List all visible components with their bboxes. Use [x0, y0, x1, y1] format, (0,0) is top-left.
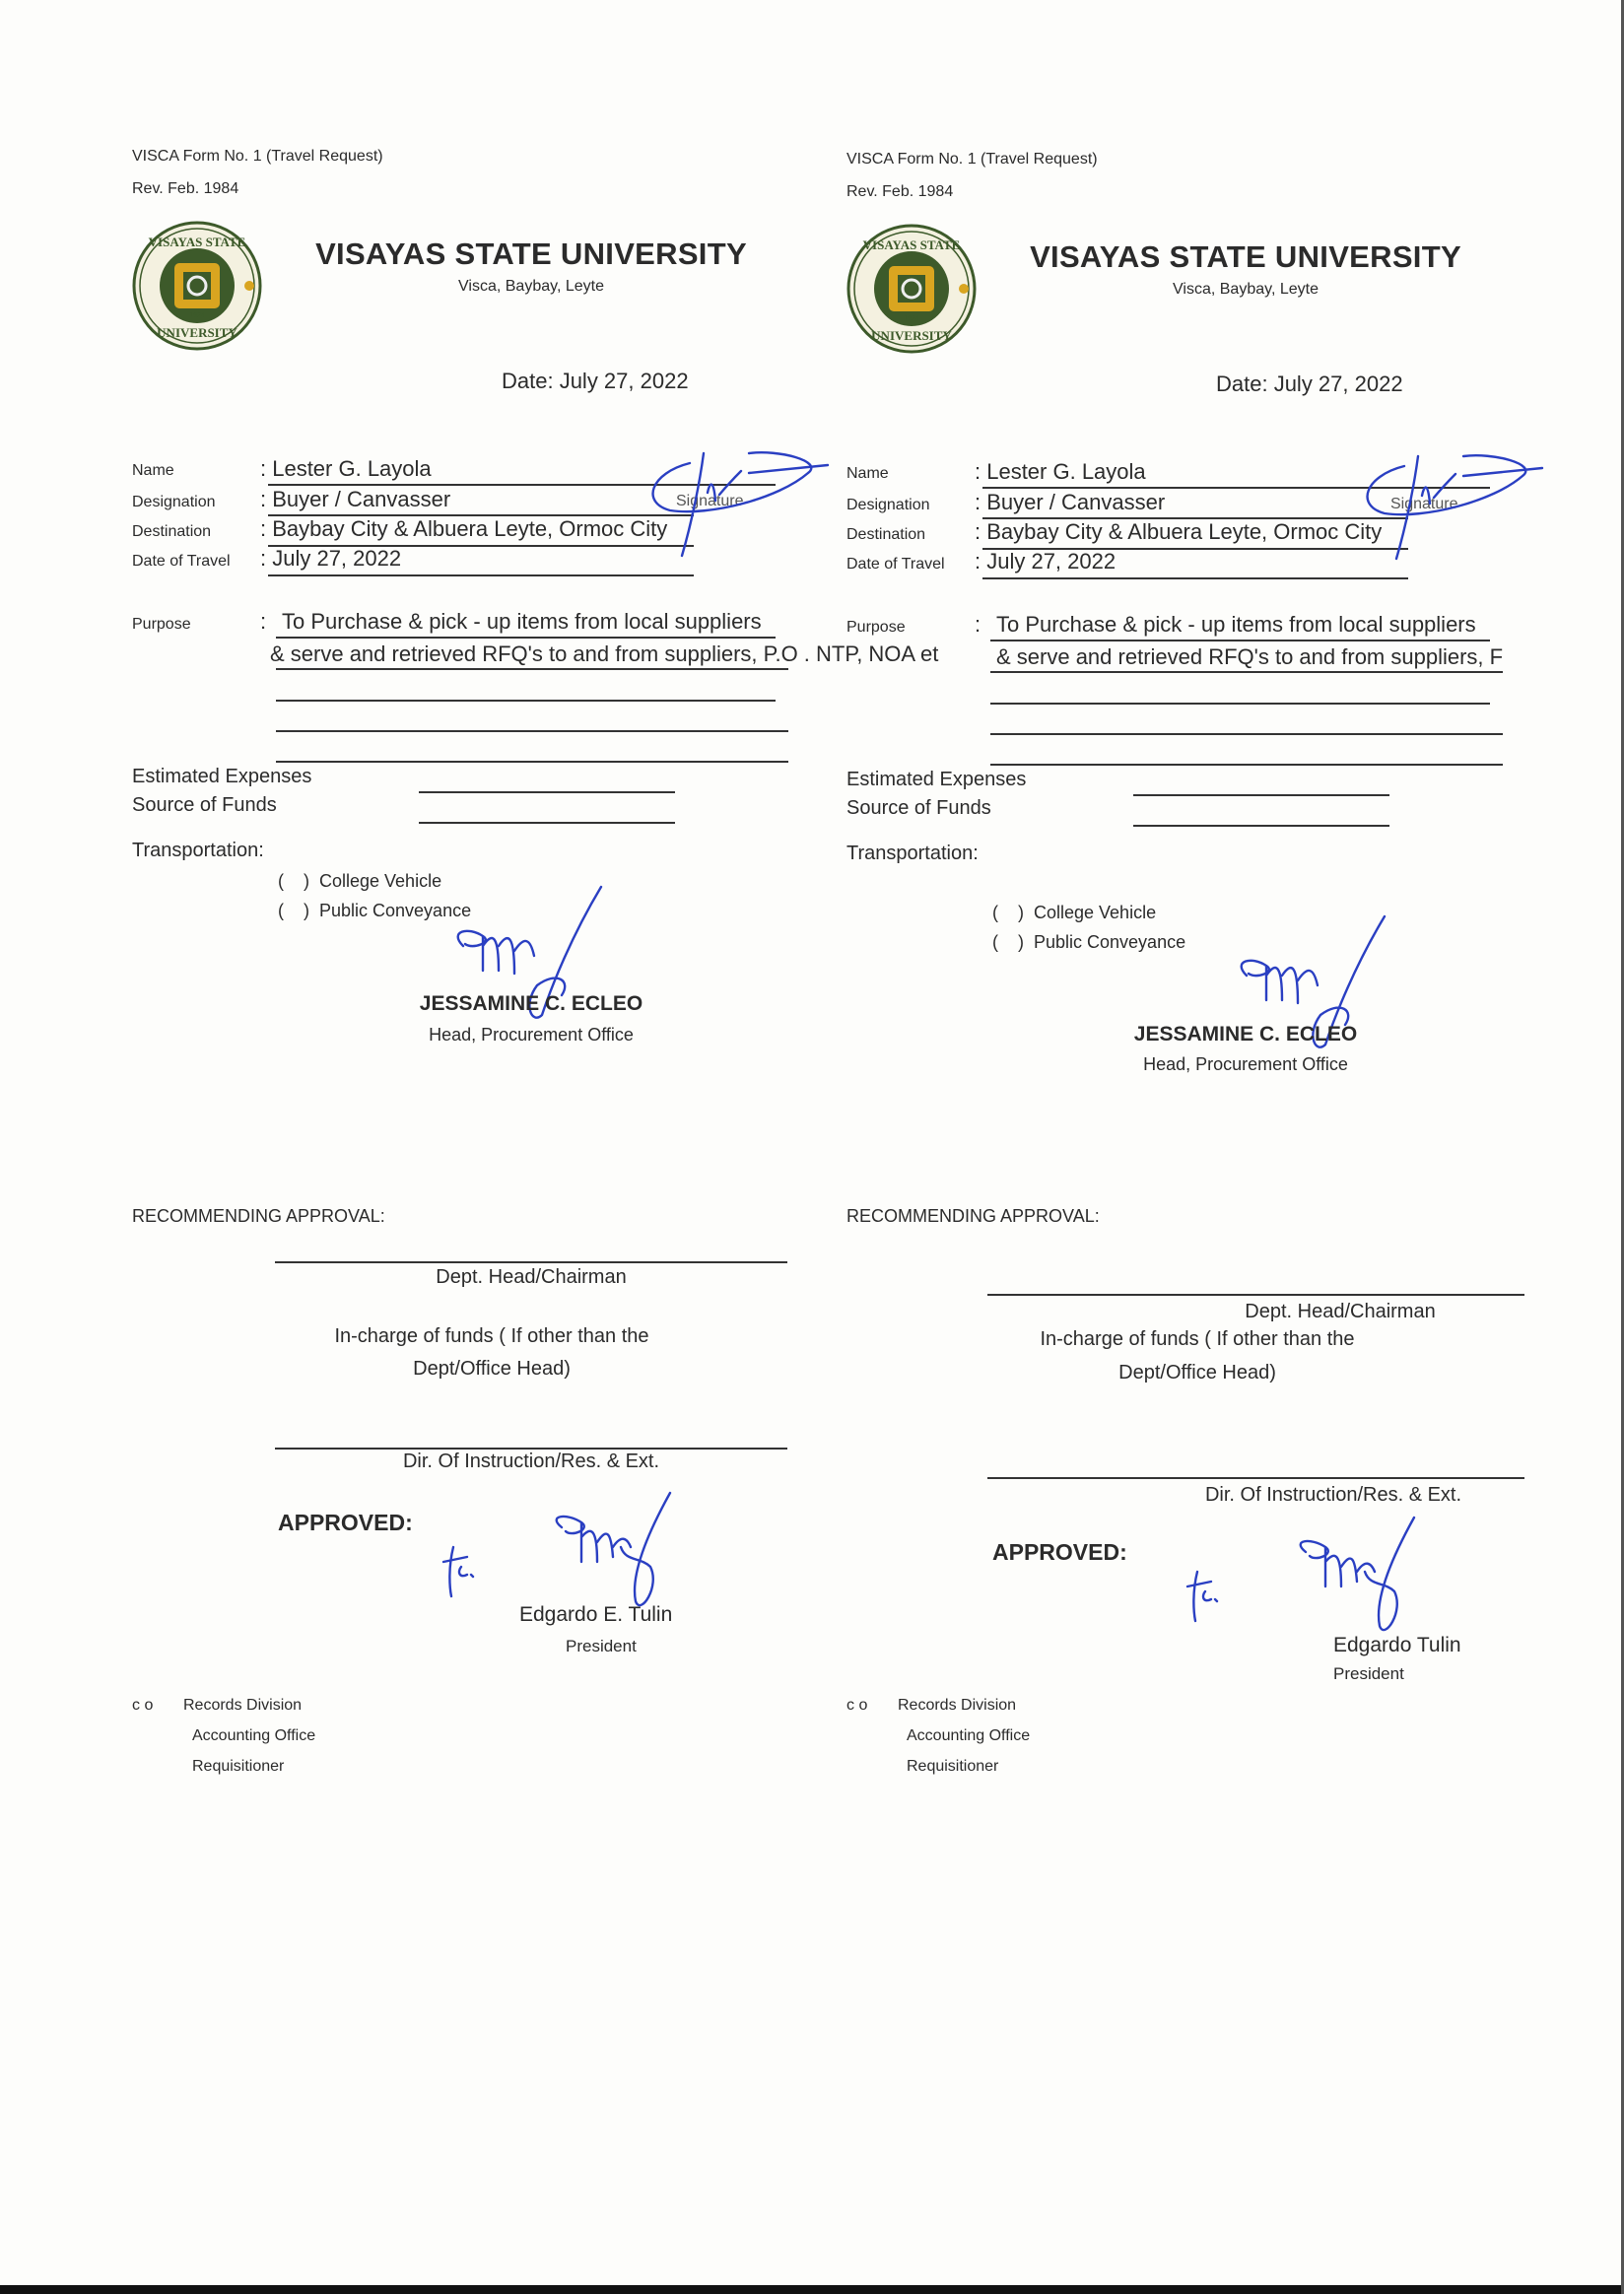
purpose-line-1: To Purchase & pick - up items from local suppliers — [282, 609, 762, 634]
form-number: VISCA Form No. 1 (Travel Request) — [132, 148, 383, 165]
purpose-line-2: & serve and retrieved RFQ's to and from suppliers, F — [996, 644, 1504, 669]
approved-label: APPROVED: — [992, 1539, 1127, 1565]
cc-records-division: Records Division — [183, 1697, 303, 1714]
president-signature — [434, 1488, 719, 1616]
president-name: Edgardo E. Tulin — [519, 1603, 673, 1626]
svg-text:UNIVERSITY: UNIVERSITY — [871, 328, 952, 343]
cc-records-division: Records Division — [898, 1697, 1017, 1714]
university-seal-logo — [130, 219, 264, 353]
copy-furnished-label: c o — [132, 1697, 154, 1714]
underline — [990, 640, 1490, 641]
svg-text:1924: 1924 — [904, 315, 919, 322]
transportation-label: Transportation: — [132, 840, 264, 861]
destination-label: Destination — [132, 523, 212, 540]
in-charge-of-funds-label-2: Dept/Office Head) — [413, 1358, 571, 1380]
request-date: Date: July 27, 2022 — [1216, 371, 1403, 396]
university-name: VISAYAS STATE UNIVERSITY — [315, 236, 747, 271]
procurement-head-title: Head, Procurement Office — [429, 1025, 634, 1045]
estimated-expenses-label: Estimated Expenses — [132, 766, 312, 787]
dept-head-signature-line — [987, 1294, 1524, 1296]
director-label: Dir. Of Instruction/Res. & Ext. — [1204, 1484, 1462, 1506]
underline — [990, 764, 1503, 766]
form-revision: Rev. Feb. 1984 — [846, 183, 954, 200]
in-charge-of-funds-label: In-charge of funds ( If other than the — [1040, 1328, 1355, 1350]
copy-furnished-label: c o — [846, 1697, 868, 1714]
dept-head-label: Dept. Head/Chairman — [436, 1266, 627, 1288]
date-of-travel-label: Date of Travel — [132, 553, 231, 570]
director-signature-line — [987, 1477, 1524, 1479]
underline — [276, 637, 776, 639]
university-address: Visca, Baybay, Leyte — [1173, 281, 1319, 298]
recommending-approval-label: RECOMMENDING APPROVAL: — [132, 1206, 385, 1226]
date-of-travel-value: : July 27, 2022 — [975, 549, 1116, 574]
designation-label: Designation — [846, 497, 930, 513]
dept-head-label: Dept. Head/Chairman — [1245, 1301, 1436, 1322]
request-date: Date: July 27, 2022 — [502, 369, 689, 393]
source-of-funds-label: Source of Funds — [846, 797, 991, 819]
procurement-head-name: JESSAMINE C. ECLEO — [1133, 1023, 1358, 1046]
university-seal-logo — [845, 222, 979, 356]
estimated-expenses-field — [1133, 794, 1389, 796]
source-of-funds-field — [419, 822, 675, 824]
source-of-funds-field — [1133, 825, 1389, 827]
destination-value: : Baybay City & Albuera Leyte, Ormoc City — [260, 516, 668, 541]
estimated-expenses-label: Estimated Expenses — [846, 769, 1027, 790]
designation-value: : Buyer / Canvasser — [975, 490, 1166, 514]
transport-option-public-conveyance[interactable]: ( ) Public Conveyance — [992, 932, 1186, 952]
purpose-line-1: To Purchase & pick - up items from local suppliers — [996, 612, 1476, 637]
name-label: Name — [132, 462, 174, 479]
in-charge-of-funds-label-2: Dept/Office Head) — [1118, 1362, 1276, 1383]
name-value: : Lester G. Layola — [975, 459, 1146, 484]
form-number: VISCA Form No. 1 (Travel Request) — [846, 151, 1098, 168]
requester-signature — [1345, 437, 1542, 565]
president-signature — [1178, 1513, 1463, 1641]
director-label: Dir. Of Instruction/Res. & Ext. — [402, 1451, 660, 1472]
cc-accounting-office: Accounting Office — [907, 1727, 1031, 1744]
procurement-head-name: JESSAMINE C. ECLEO — [419, 992, 643, 1015]
university-address: Visca, Baybay, Leyte — [458, 278, 604, 295]
transport-option-college-vehicle[interactable]: ( ) College Vehicle — [278, 871, 442, 891]
purpose-label: Purpose — [132, 616, 191, 633]
travel-request-form-copy — [714, 0, 1522, 2294]
date-of-travel-label: Date of Travel — [846, 556, 945, 573]
underline — [268, 574, 694, 576]
university-name: VISAYAS STATE UNIVERSITY — [1030, 239, 1461, 274]
form-revision: Rev. Feb. 1984 — [132, 180, 239, 197]
underline — [990, 733, 1503, 735]
designation-label: Designation — [132, 494, 216, 510]
underline — [276, 730, 788, 732]
signature-label: Signature — [1390, 496, 1458, 512]
estimated-expenses-field — [419, 791, 675, 793]
transport-option-public-conveyance[interactable]: ( ) Public Conveyance — [278, 901, 472, 920]
cc-accounting-office: Accounting Office — [192, 1727, 316, 1744]
scan-border-bottom — [0, 2285, 1624, 2294]
date-of-travel-value: : July 27, 2022 — [260, 546, 402, 571]
in-charge-of-funds-label: In-charge of funds ( If other than the — [334, 1325, 649, 1347]
cc-requisitioner: Requisitioner — [192, 1758, 285, 1775]
director-signature-line — [275, 1448, 787, 1450]
svg-text:1924: 1924 — [189, 312, 205, 319]
president-title: President — [566, 1637, 637, 1655]
svg-text:UNIVERSITY: UNIVERSITY — [157, 325, 237, 340]
approved-label: APPROVED: — [278, 1510, 413, 1535]
transportation-label: Transportation: — [846, 843, 979, 864]
name-label: Name — [846, 465, 889, 482]
destination-label: Destination — [846, 526, 926, 543]
svg-text:VISAYAS STATE: VISAYAS STATE — [148, 235, 246, 249]
underline — [982, 577, 1408, 579]
underline — [990, 671, 1503, 673]
name-value: : Lester G. Layola — [260, 456, 432, 481]
purpose-line-2: & serve and retrieved RFQ's to and from suppliers, P.O . NTP, NOA et — [270, 641, 939, 666]
underline — [276, 761, 788, 763]
dept-head-signature-line — [275, 1261, 787, 1263]
president-title: President — [1333, 1664, 1404, 1683]
svg-text:VISAYAS STATE: VISAYAS STATE — [862, 237, 961, 252]
destination-value: : Baybay City & Albuera Leyte, Ormoc City — [975, 519, 1383, 544]
source-of-funds-label: Source of Funds — [132, 794, 277, 816]
designation-value: : Buyer / Canvasser — [260, 487, 451, 511]
transport-option-college-vehicle[interactable]: ( ) College Vehicle — [992, 903, 1157, 922]
purpose-colon: : — [975, 612, 981, 637]
underline — [276, 668, 788, 670]
cc-requisitioner: Requisitioner — [907, 1758, 999, 1775]
underline — [990, 703, 1490, 705]
purpose-colon: : — [260, 609, 267, 634]
underline — [276, 700, 776, 702]
signature-label: Signature — [676, 493, 744, 509]
procurement-head-title: Head, Procurement Office — [1143, 1054, 1348, 1074]
recommending-approval-label: RECOMMENDING APPROVAL: — [846, 1206, 1100, 1226]
purpose-label: Purpose — [846, 619, 906, 636]
president-name: Edgardo Tulin — [1333, 1634, 1461, 1656]
